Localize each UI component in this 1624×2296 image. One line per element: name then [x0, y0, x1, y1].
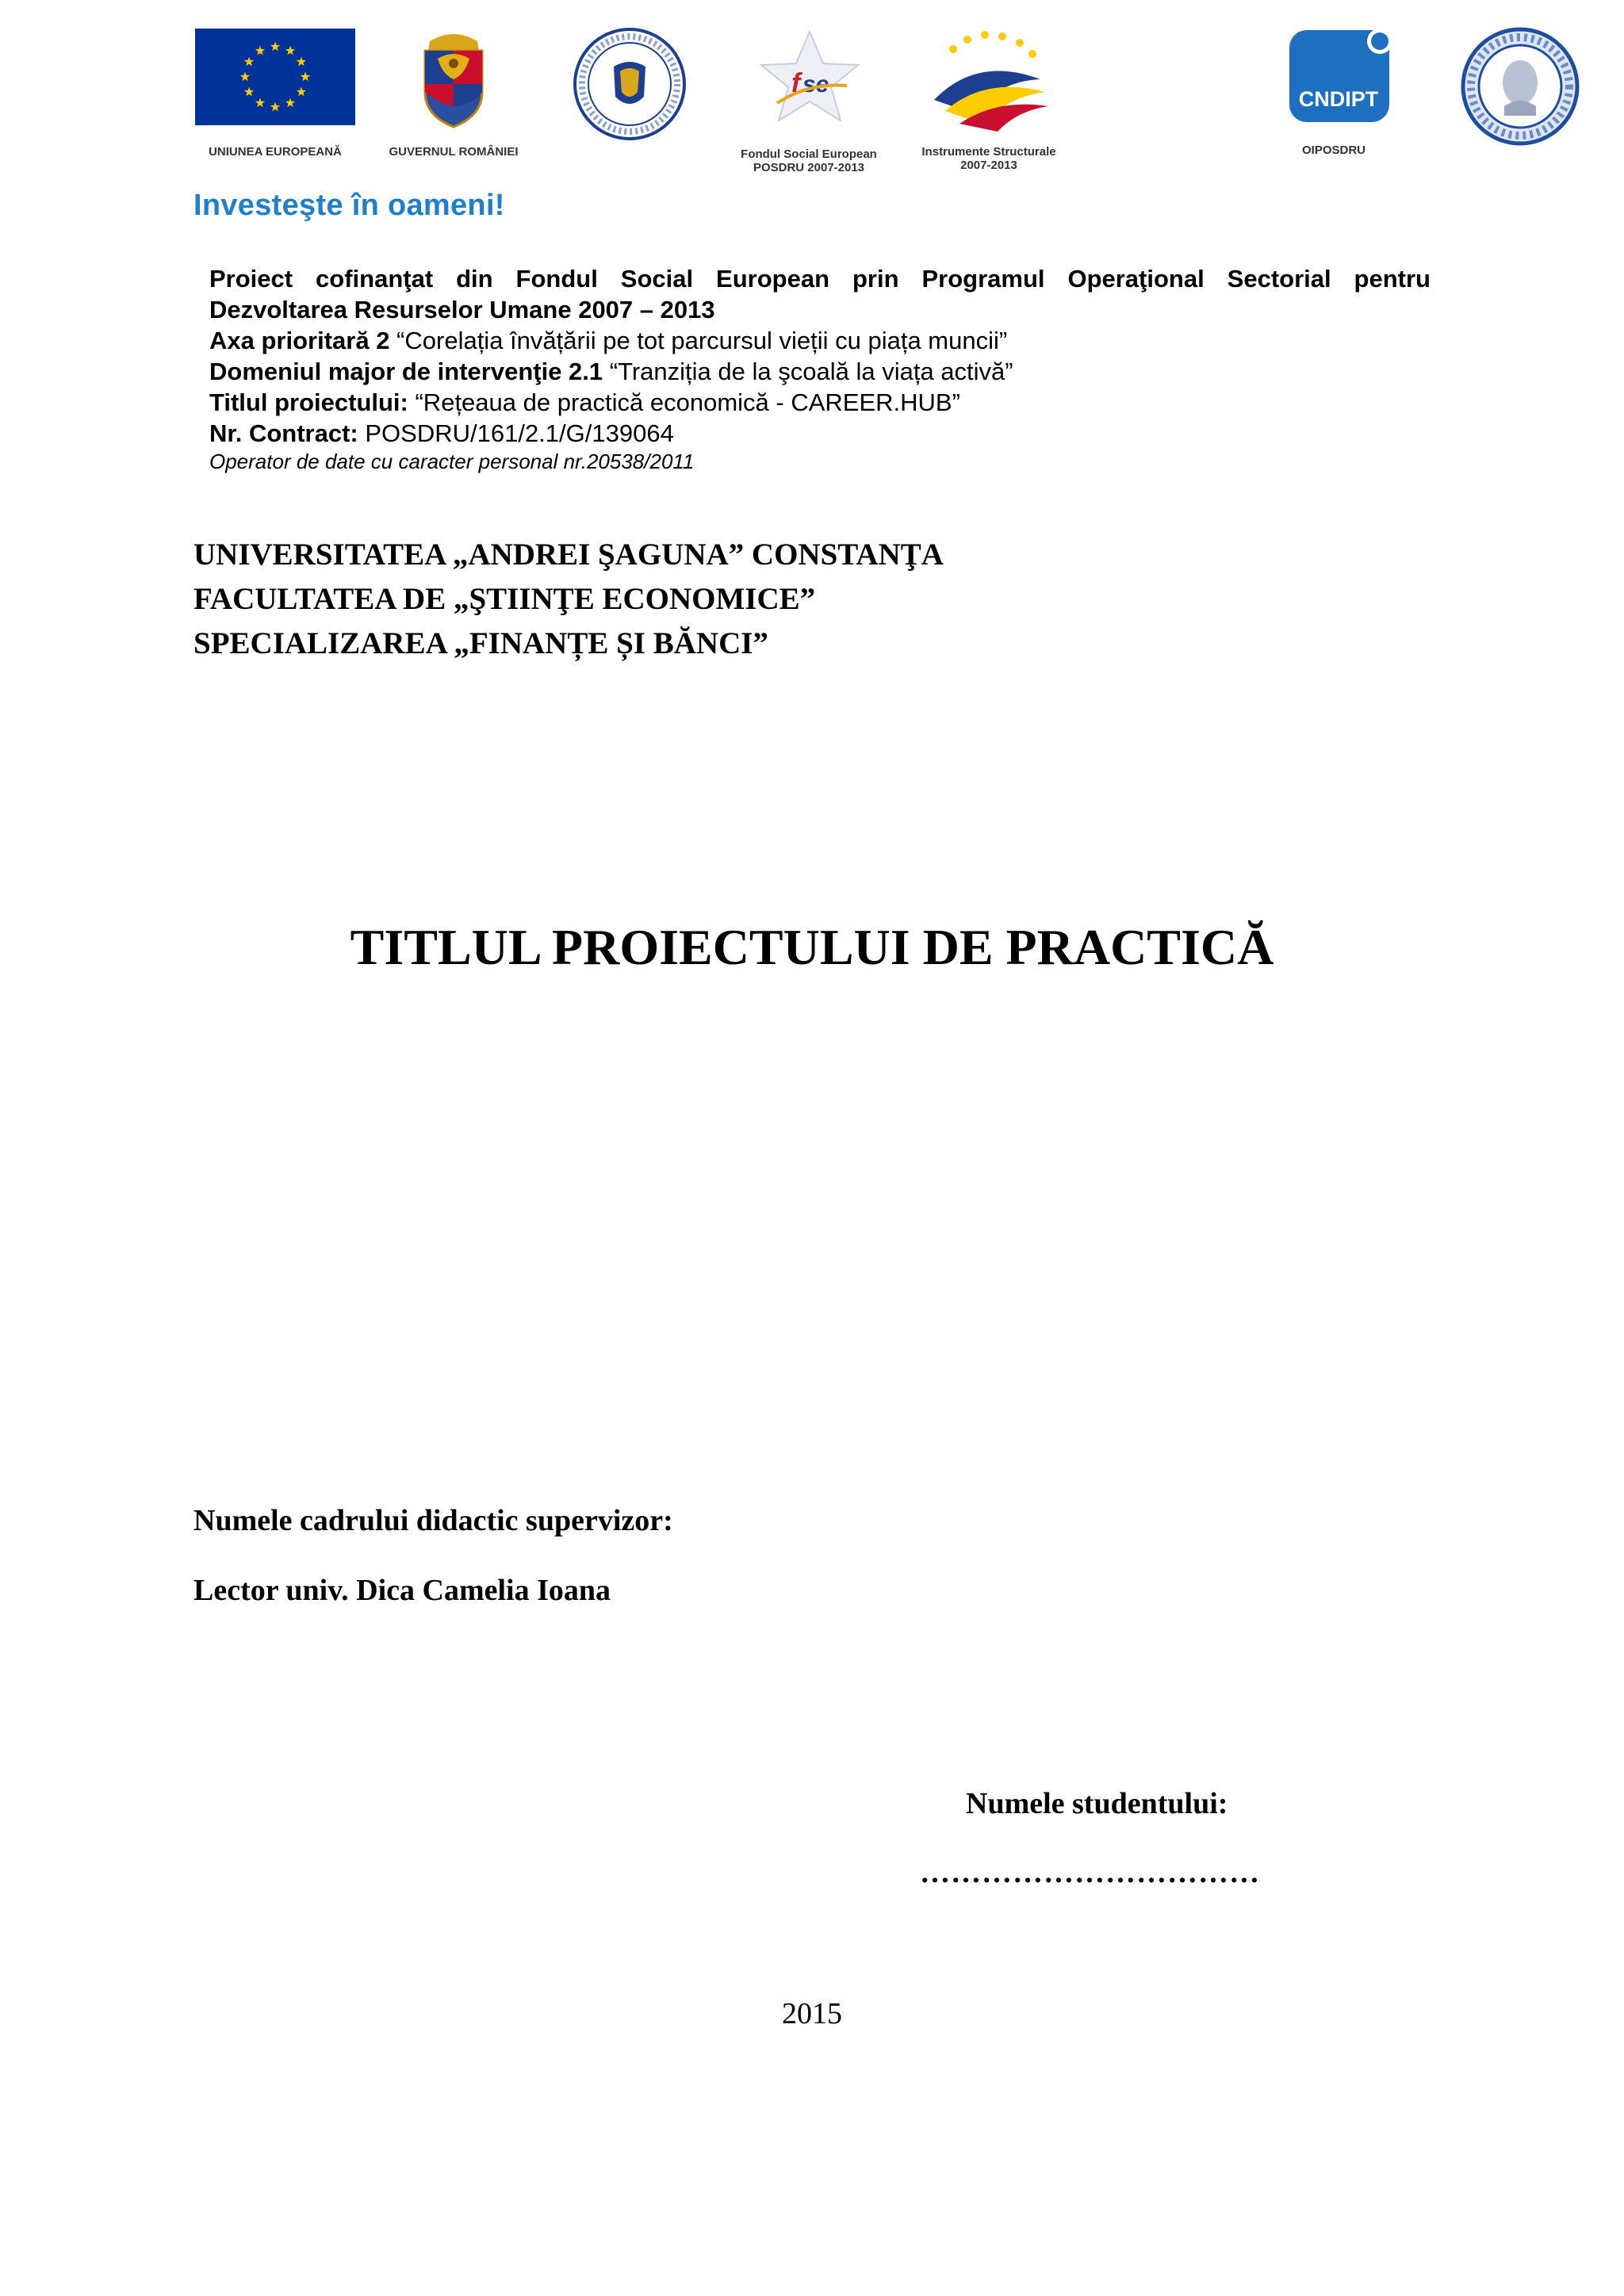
svg-text:se: se — [802, 71, 829, 98]
specialization-name: SPECIALIZAREA „FINANȚE ȘI BĂNCI” — [193, 626, 768, 660]
fse-caption-line2: POSDRU 2007-2013 — [753, 161, 865, 174]
institution-block — [193, 533, 944, 666]
structural-caption — [892, 145, 1086, 172]
university-seal-icon — [1461, 27, 1580, 146]
romania-coat-of-arms-icon — [414, 27, 493, 130]
supervisor-label: Numele cadrului didactic supervizor: — [193, 1504, 673, 1537]
supervisor-name: Lector univ. Dica Camelia Ioana — [193, 1574, 611, 1607]
intervention-domain-value: “Tranziția de la şcoală la viața activă” — [603, 358, 1013, 385]
document-year: 2015 — [782, 1997, 842, 2030]
project-cofinancing-line — [209, 263, 1431, 294]
structural-instruments-icon — [921, 24, 1056, 135]
project-info — [209, 263, 1431, 474]
cndipt-logo-text: CNDIPT — [1298, 87, 1379, 111]
university-name: UNIVERSITATEA „ANDREI ŞAGUNA” CONSTANŢA — [193, 538, 944, 572]
project-program-text: Dezvoltarea Resurselor Umane 2007 – 2013 — [209, 296, 715, 323]
structural-caption-line2: 2007-2013 — [960, 159, 1017, 172]
project-title-label: Titlul proiectului: — [209, 388, 408, 416]
student-name-placeholder: …………………………… — [920, 1856, 1260, 1889]
fse-caption-line1: Fondul Social European — [741, 147, 877, 161]
priority-axis-line — [209, 325, 1431, 356]
romania-caption: GUVERNUL ROMÂNIEI — [389, 145, 519, 159]
data-operator-note: Operator de date cu caracter personal nr.20538/2011 — [209, 450, 695, 473]
slogan: Investeşte în oameni! — [193, 189, 505, 222]
structural-caption-line1: Instrumente Structurale — [921, 145, 1056, 159]
contract-value: POSDRU/161/2.1/G/139064 — [358, 419, 674, 447]
intervention-domain-label: Domeniul major de intervenţie 2.1 — [209, 358, 603, 385]
intervention-domain-line — [209, 356, 1431, 387]
contract-line — [209, 418, 1431, 449]
oiposdru-caption: OIPOSDRU — [1301, 144, 1365, 157]
ministry-seal-icon — [573, 27, 687, 141]
priority-axis-label: Axa prioritară 2 — [209, 327, 390, 354]
project-title-value: “Rețeaua de practică economică - CAREER.HUB” — [408, 388, 960, 416]
eu-caption: UNIUNEA EUROPEANĂ — [209, 145, 342, 159]
contract-label: Nr. Contract: — [209, 419, 358, 447]
project-title-line — [209, 387, 1431, 418]
eu-flag-icon — [195, 29, 355, 125]
priority-axis-value: “Corelația învățării pe tot parcursul vieții cu piața muncii” — [389, 327, 1008, 354]
document-title: TITLUL PROIECTULUI DE PRACTICĂ — [350, 919, 1274, 975]
svg-text:f: f — [791, 68, 801, 98]
project-cofinancing-text: Proiect cofinanţat din Fondul Social European prin Programul Operaţional Sectorial pentru — [209, 265, 1431, 293]
fse-star-icon — [753, 27, 866, 127]
project-program-line — [209, 294, 1431, 325]
cndipt-logo-icon — [1286, 27, 1397, 125]
fse-caption — [714, 147, 904, 174]
student-label: Numele studentului: — [966, 1787, 1228, 1820]
faculty-name: FACULTATEA DE „ŞTIINŢE ECONOMICE” — [193, 582, 816, 616]
